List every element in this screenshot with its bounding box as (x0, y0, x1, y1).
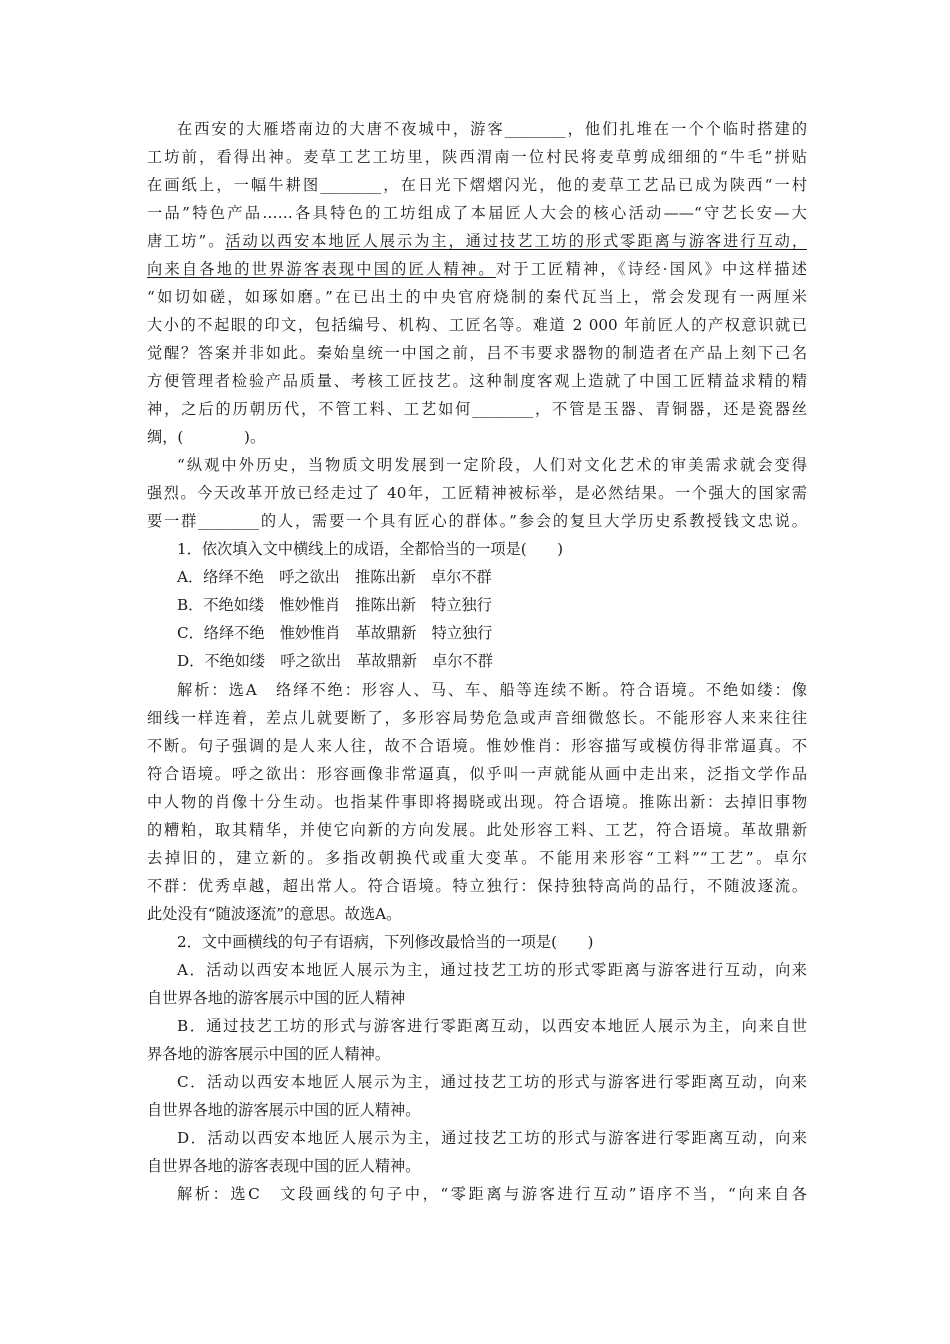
passage-line: 方便管理者检验产品质量、考核工匠技艺。这种制度客观上造就了中国工匠精益求精的精 (147, 372, 807, 390)
answer-option-continued: 界各地的游客展示中国的匠人精神。 (147, 1045, 390, 1063)
passage-line: 在西安的大雁塔南边的大唐不夜城中，游客________，他们扎堆在一个个临时搭建的 (177, 120, 807, 138)
answer-option: A．活动以西安本地匠人展示为主，通过技艺工坊的形式零距离与游客进行互动，向来 (177, 961, 807, 979)
question-stem: 1．依次填入文中横线上的成语，全都恰当的一项是( ) (177, 540, 564, 558)
passage-line: 一品”特色产品……各具特色的工坊组成了本届匠人大会的核心活动——“守艺长安—大 (147, 204, 807, 222)
analysis-line: 解析：选C 文段画线的句子中，“零距离与游客进行互动”语序不当，“向来自各 (177, 1185, 807, 1203)
answer-option: D．活动以西安本地匠人展示为主，通过技艺工坊的形式与游客进行零距离互动，向来 (177, 1129, 807, 1147)
analysis-line: 中人物的肖像十分生动。也指某件事即将揭晓或出现。符合语境。推陈出新：去掉旧事物 (147, 793, 807, 811)
analysis-line: 去掉旧的，建立新的。多指改朝换代或重大变革。不能用来形容“工料”“工艺”。卓尔 (147, 849, 807, 867)
underlined-sentence: 活动以西安本地匠人展示为主，通过技艺工坊的形式零距离与游客进行互动， (225, 232, 808, 250)
question-stem: 2．文中画横线的句子有语病，下列修改最恰当的一项是( ) (177, 933, 594, 951)
analysis-line: 解析：选A 络绎不绝：形容人、马、车、船等连续不断。符合语境。不绝如缕：像 (177, 681, 807, 699)
answer-option-continued: 自世界各地的游客展示中国的匠人精神。 (147, 1101, 421, 1119)
passage-line: “如切如磋，如琢如磨。”在已出土的中央官府烧制的秦代瓦当上，常会发现有一两厘米 (147, 288, 807, 306)
passage-line: 在画纸上，一幅牛耕图________，在日光下熠熠闪光，他的麦草工艺品已成为陕西“一村 (147, 176, 807, 194)
passage-text: 唐工坊”。 (147, 232, 226, 250)
analysis-line: 的糟粕，取其精华，并使它向新的方向发展。此处形容工料、工艺，符合语境。革故鼎新 (147, 821, 807, 839)
answer-option: D．不绝如缕 呼之欲出 革故鼎新 卓尔不群 (177, 652, 493, 670)
answer-option: B．不绝如缕 惟妙惟肖 推陈出新 特立独行 (177, 596, 492, 614)
analysis-line: 不群：优秀卓越，超出常人。符合语境。特立独行：保持独特高尚的品行，不随波逐流。 (147, 877, 807, 895)
analysis-line: 不断。句子强调的是人来人往，故不合语境。惟妙惟肖：形容描写或模仿得非常逼真。不 (147, 737, 807, 755)
passage-line: 神，之后的历朝历代，不管工料、工艺如何________，不管是玉器、青铜器，还是瓷器丝 (147, 400, 807, 418)
passage-line: 觉醒？答案并非如此。秦始皇统一中国之前，吕不韦要求器物的制造者在产品上刻下己名 (147, 344, 807, 362)
analysis-line: 细线一样连着，差点儿就要断了，多形容局势危急或声音细微悠长。不能形容人来来往往 (147, 709, 807, 727)
passage-line: 强烈。今天改革开放已经走过了 40年，工匠精神被标举，是必然结果。一个强大的国家需 (147, 484, 807, 502)
answer-option-continued: 自世界各地的游客表现中国的匠人精神。 (147, 1157, 421, 1175)
passage-line: “纵观中外历史，当物质文明发展到一定阶段，人们对文化艺术的审美需求就会变得 (177, 456, 807, 474)
passage-line: 工坊前，看得出神。麦草工艺工坊里，陕西渭南一位村民将麦草剪成细细的“牛毛”拼贴 (147, 148, 807, 166)
answer-option: C．活动以西安本地匠人展示为主，通过技艺工坊的形式与游客进行零距离互动，向来 (177, 1073, 807, 1091)
answer-option: B．通过技艺工坊的形式与游客进行零距离互动，以西安本地匠人展示为主，向来自世 (177, 1017, 807, 1035)
answer-option: A．络绎不绝 呼之欲出 推陈出新 卓尔不群 (177, 568, 492, 586)
underlined-sentence: 向来自各地的世界游客表现中国的匠人精神。 (147, 260, 496, 278)
passage-text: 对于工匠精神，《诗经·国风》中这样描述 (495, 260, 807, 278)
answer-option-continued: 自世界各地的游客展示中国的匠人精神 (147, 989, 406, 1007)
passage-line (147, 227, 807, 255)
analysis-line: 符合语境。呼之欲出：形容画像非常逼真，似乎叫一声就能从画中走出来，泛指文学作品 (147, 765, 807, 783)
analysis-line: 此处没有“随波逐流”的意思。故选A。 (147, 905, 402, 923)
passage-line (147, 255, 807, 283)
passage-line: 大小的不起眼的印文，包括编号、机构、工匠名等。难道 2 000 年前匠人的产权意识就已 (147, 316, 807, 334)
passage-line: 要一群________的人，需要一个具有匠心的群体。”参会的复旦大学历史系教授钱文忠说。 (147, 512, 807, 530)
answer-option: C．络绎不绝 惟妙惟肖 革故鼎新 特立独行 (177, 624, 493, 642)
passage-line: 绸，( )。 (147, 428, 266, 446)
